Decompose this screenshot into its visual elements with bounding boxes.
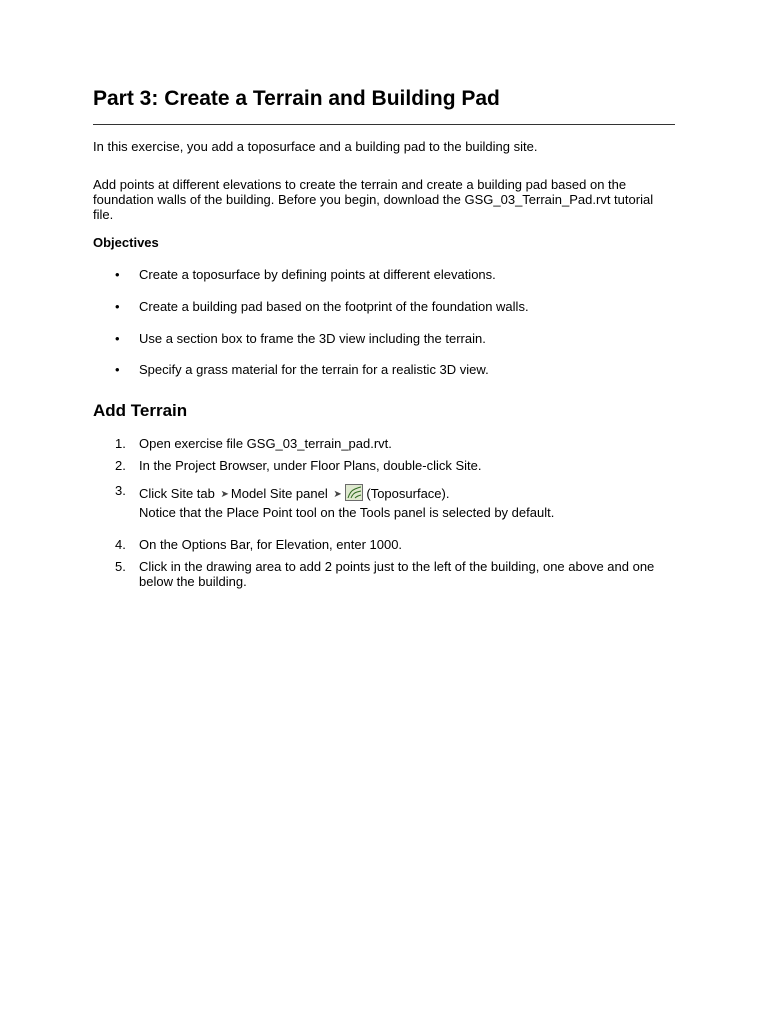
toposurface-icon xyxy=(345,484,363,501)
objectives-heading: Objectives xyxy=(93,235,159,250)
objective-text: Specify a grass material for the terrain for a realistic 3D view. xyxy=(139,362,489,377)
step-text-part: Click Site tab xyxy=(139,486,215,501)
step-text: Click in the drawing area to add 2 points just to the left of the building, one above and one below the building. xyxy=(139,559,655,589)
page-title: Part 3: Create a Terrain and Building Pad xyxy=(93,87,500,110)
step-text: On the Options Bar, for Elevation, enter 1000. xyxy=(139,537,403,552)
step-number: 3. xyxy=(115,483,126,498)
step-text: In the Project Browser, under Floor Plans, double-click Site. xyxy=(139,458,482,473)
step-number: 5. xyxy=(115,559,126,574)
objective-text: Create a toposurface by defining points at different elevations. xyxy=(139,267,496,282)
objective-text: Create a building pad based on the footprint of the foundation walls. xyxy=(139,299,529,314)
menu-arrow-icon: ➤ xyxy=(333,489,342,500)
bullet-icon: • xyxy=(115,331,120,346)
step-text-part: Model Site panel xyxy=(230,486,328,501)
bullet-icon: • xyxy=(115,362,120,377)
step-text-part: (Toposurface). xyxy=(366,486,450,501)
step-note-text: Notice that the Place Point tool on the Tools panel is selected by default. xyxy=(139,505,555,520)
step-number: 2. xyxy=(115,458,126,473)
objective-text: Use a section box to frame the 3D view including the terrain. xyxy=(139,331,486,346)
section-heading-add-terrain: Add Terrain xyxy=(93,401,188,420)
bullet-icon: • xyxy=(115,299,120,314)
step-number: 1. xyxy=(115,436,126,451)
intro-paragraph: In this exercise, you add a toposurface and a building pad to the building site. xyxy=(93,139,538,154)
title-divider xyxy=(93,124,675,125)
menu-arrow-icon: ➤ xyxy=(220,489,229,500)
description-paragraph: Add points at different elevations to create the terrain and create a building pad based on the foundation walls of the building. Before you begin, download the GSG_03_Terrain_Pad.rvt tutorial file. xyxy=(93,177,654,222)
step-number: 4. xyxy=(115,537,126,552)
bullet-icon: • xyxy=(115,267,120,282)
step-text: Open exercise file GSG_03_terrain_pad.rvt. xyxy=(139,436,392,451)
step-text xyxy=(139,484,669,504)
